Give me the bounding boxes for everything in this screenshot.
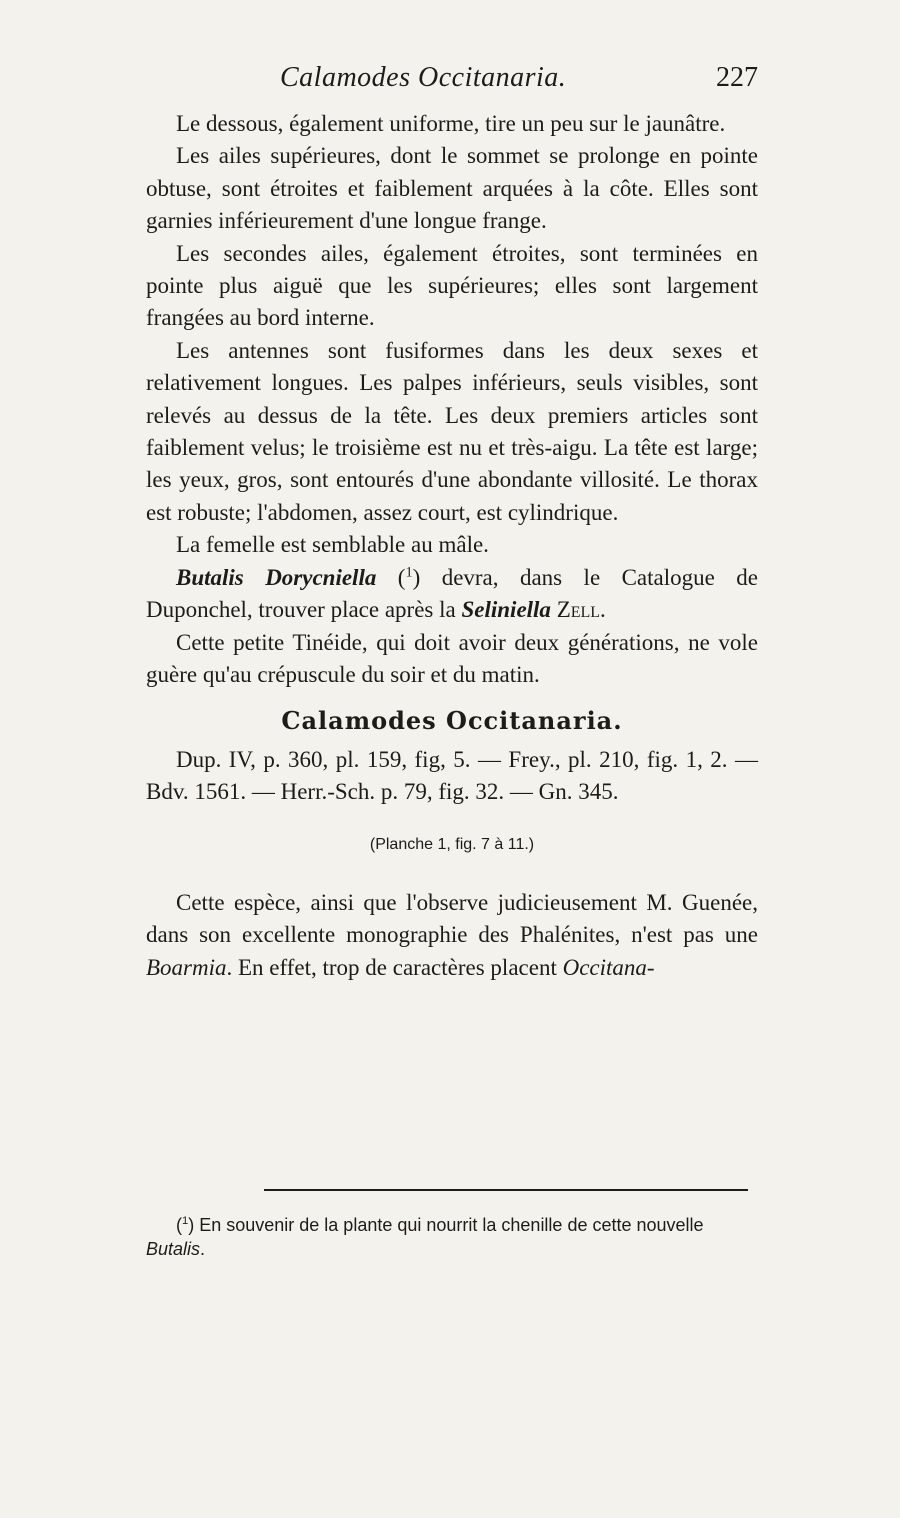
footnote-reference: 1: [405, 564, 413, 581]
paragraph-butalis-text: devra, dans le Catalogue de Duponchel, trouver place après la: [146, 564, 758, 623]
page-number: 227: [716, 62, 758, 93]
footnote-genus: Butalis: [146, 1239, 201, 1259]
footnote: ($^1$) En souvenir de la plante qui nourrit la chenille de cette nouvelle Butalis.: [146, 1215, 704, 1259]
footnote-divider: [264, 1189, 748, 1191]
running-title: Calamodes Occitanaria.: [280, 62, 567, 93]
footnote-text: En souvenir de la plante qui nourrit la chenille de cette nouvelle: [194, 1215, 704, 1235]
body-text: [146, 108, 758, 984]
paragraph-forewings: Les ailes supérieures, dont le sommet se prolonge en pointe obtuse, sont étroites et faiblement arquées à la côte. Elles sont garnies inférieurement d'une longue frange.: [146, 143, 758, 234]
species-occitana: Occitana-: [562, 954, 655, 980]
paragraph-butalis: Butalis Dorycniella ($^1$) devra, dans le Catalogue de Duponchel, trouver place après la Seliniella Zell.: [146, 564, 758, 623]
paragraph-tineide: Cette petite Tinéide, qui doit avoir deux générations, ne vole guère qu'au crépuscule du soir et du matin.: [146, 629, 758, 687]
closing-middle: . En effet, trop de caractères placent: [226, 954, 563, 980]
footnote-end: .: [200, 1239, 206, 1259]
paragraph-female: La femelle est semblable au mâle.: [176, 532, 489, 558]
paragraph-hindwings: Les secondes ailes, également étroites, sont terminées en pointe plus aiguë que les supérieures; elles sont largement frangées au bord interne.: [146, 240, 758, 331]
paragraph-closing: [146, 887, 758, 984]
author-name: Zell.: [556, 597, 606, 623]
closing-before: Cette espèce, ainsi que l'observe judicieusement M. Guenée, dans son excellente monographie des Phalénites, n'est pas une: [146, 889, 758, 948]
page-header: [0, 62, 900, 102]
species-heading: Calamodes Occitanaria.: [281, 706, 623, 736]
plate-reference: (Planche 1, fig. 7 à 11.): [369, 835, 535, 853]
footnote-mark: 1: [182, 1215, 189, 1227]
paragraph-antennae: Les antennes sont fusiformes dans les deux sexes et relativement longues. Les palpes inférieurs, seuls visibles, sont relevés au dessus de la tête. Les deux premiers articles sont faiblement velus; le troisième est nu et très-aigu. La tête est large; les yeux, gros, sont entourés d'une abondante villosité. Le thorax est robuste; l'abdomen, assez court, est cylindrique.: [146, 337, 758, 525]
paragraph-underside: Le dessous, également uniforme, tire un peu sur le jaunâtre.: [176, 111, 726, 136]
species-references: Dup. IV, p. 360, pl. 159, fig, 5. — Frey., pl. 210, fig. 1, 2. — Bdv. 1561. — Herr.-Sch. p. 79, fig. 32. — Gn. 345.: [146, 746, 758, 805]
species-name-butalis: Butalis Dorycniella: [176, 564, 377, 590]
genus-boarmia: Boarmia: [146, 954, 227, 980]
species-name-seliniella: Seliniella: [461, 597, 551, 623]
